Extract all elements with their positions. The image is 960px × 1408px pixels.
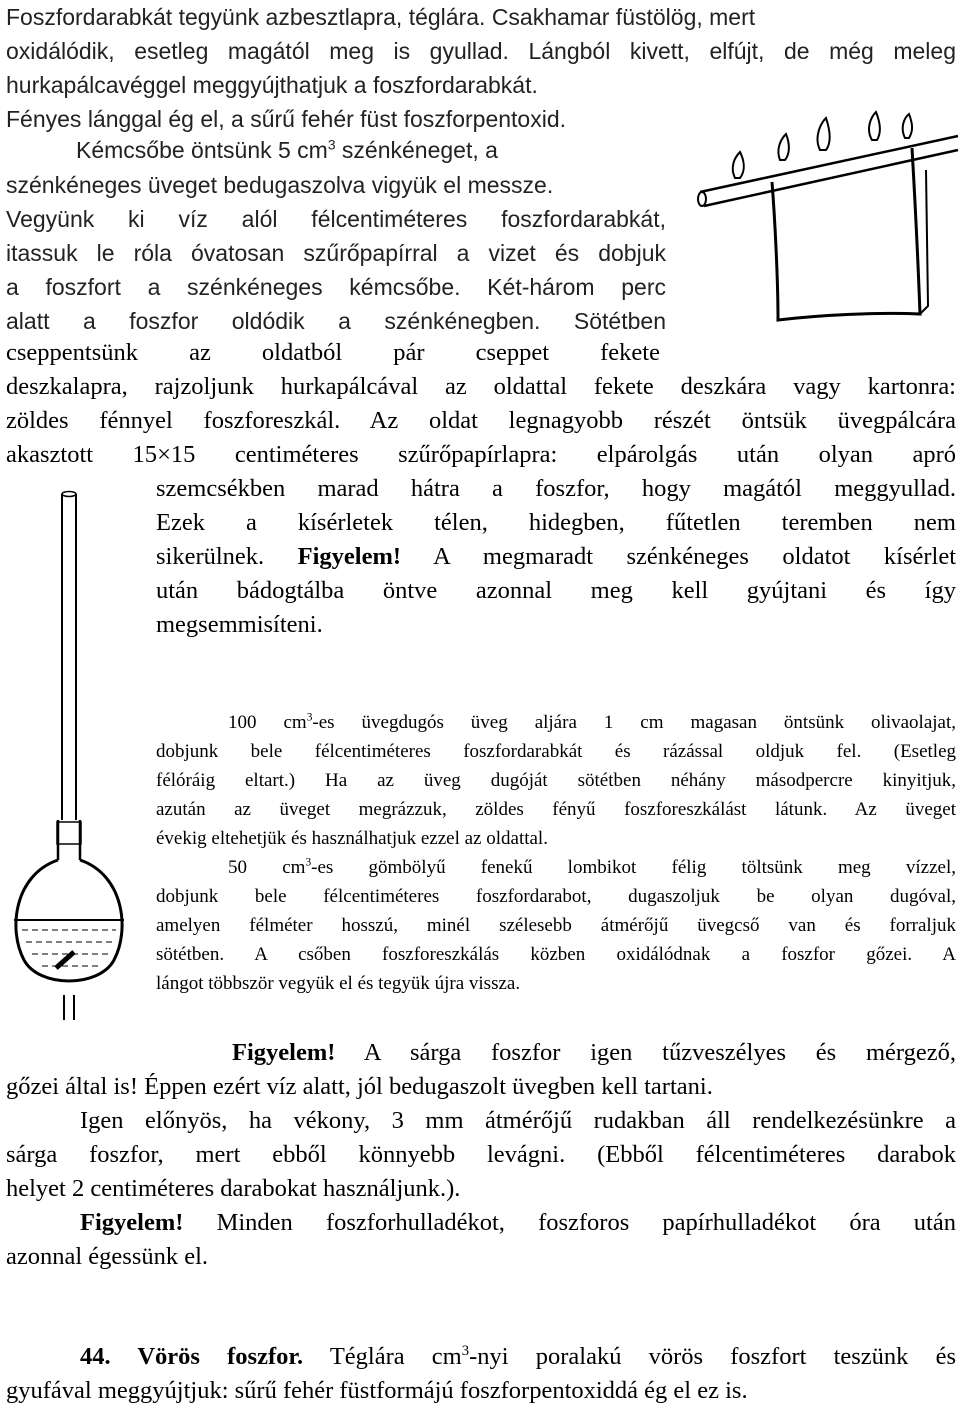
superscript: 3 bbox=[305, 856, 312, 869]
text-line: amelyen félméter hosszú, minél szélesebb átmérőjű üvegcső van és forraljuk bbox=[156, 915, 956, 936]
text-line: szénkéneges üveget bedugaszolva vigyük el messze. bbox=[6, 172, 554, 198]
text-line bbox=[228, 853, 956, 882]
text-line: helyet 2 centiméteres darabokat használjunk.). bbox=[6, 1175, 461, 1202]
text-line bbox=[76, 133, 736, 167]
section-heading: 44. Vörös foszfor. bbox=[80, 1343, 304, 1370]
text-run: A megmaradt szénkéneges oldatot kísérlet bbox=[401, 543, 956, 570]
text-line: gőzei által is! Éppen ezért víz alatt, jól bedugaszolt üvegben kell tartani. bbox=[6, 1073, 713, 1100]
text-line: a foszfort a szénkéneges kémcsőbe. Két-három perc bbox=[6, 274, 666, 300]
text-run: 15 centiméteres szűrőpapírlapra: elpárolgás után olyan apró bbox=[170, 441, 957, 468]
text-run: 100 cm bbox=[228, 712, 307, 733]
superscript: 3 bbox=[461, 1342, 470, 1359]
text-run: A sárga foszfor igen tűzveszélyes és mérgező, bbox=[335, 1039, 956, 1066]
warning-label: Figyelem! bbox=[297, 543, 402, 570]
text-line bbox=[228, 708, 956, 737]
superscript: 3 bbox=[327, 137, 336, 153]
text-line: azután az üveget megrázzuk, zöldes fényű foszforeszkálást látunk. Az üveget bbox=[156, 799, 956, 820]
text-line bbox=[80, 1206, 956, 1240]
text-line: deszkalapra, rajzoljunk hurkapálcával az oldattal fekete deszkára vagy kartonra: bbox=[6, 373, 956, 400]
text-line: oxidálódik, esetleg magától meg is gyullad. Lángból kivett, elfújt, de még meleg bbox=[6, 38, 956, 64]
text-run: sikerülnek. bbox=[156, 543, 298, 570]
text-line: cseppentsünk az oldatból pár cseppet fekete bbox=[6, 339, 660, 366]
text-line: évekig eltehetjük és használhatjuk ezzel az oldattal. bbox=[156, 828, 548, 849]
superscript: 3 bbox=[306, 711, 313, 724]
text-line: sárga foszfor, mert ebből könnyebb levágni. (Ebből félcentiméteres darabok bbox=[6, 1141, 956, 1168]
paper-on-rod-drawing bbox=[690, 110, 960, 340]
text-run: 50 cm bbox=[228, 857, 306, 878]
text-line: Fényes lánggal ég el, a sűrű fehér füst foszforpentoxid. bbox=[6, 106, 566, 132]
text-line: Vegyünk ki víz alól félcentiméteres foszfordarabkát, bbox=[6, 206, 666, 232]
text-line: dobjunk bele félcentiméteres foszfordarabkát és rázással oldjuk fel. (Esetleg bbox=[156, 741, 956, 762]
text-line: lángot többször vegyük el és tegyük újra vissza. bbox=[156, 973, 521, 994]
text-line: itassuk le róla óvatosan szűrőpapírral a vizet és dobjuk bbox=[6, 240, 666, 266]
round-flask-drawing bbox=[4, 490, 144, 1030]
text-run: Kémcsőbe öntsünk 5 cm bbox=[76, 137, 328, 163]
text-line: alatt a foszfor oldódik a szénkénegben. Sötétben bbox=[6, 308, 666, 334]
text-line: zöldes fénnyel foszforeszkál. Az oldat legnagyobb részét öntsük üvegpálcára bbox=[6, 407, 956, 434]
text-line bbox=[232, 1036, 956, 1070]
text-line: Ezek a kísérletek télen, hidegben, fűtetlen teremben nem bbox=[156, 509, 956, 536]
text-line: Foszfordarabkát tegyünk azbesztlapra, téglára. Csakhamar füstölög, mert bbox=[6, 4, 756, 30]
text-line: gyufával meggyújtjuk: sűrű fehér füstformájú foszforpentoxiddá ég el ez is. bbox=[6, 1377, 748, 1404]
text-line bbox=[156, 540, 956, 574]
warning-label: Figyelem! bbox=[232, 1039, 336, 1066]
text-line: dobjunk bele félcentiméteres foszfordarabot, dugaszoljuk be olyan dugóval, bbox=[156, 886, 956, 907]
text-line: sötétben. A csőben foszforeszkálás közben oxidálódnak a foszfor gőzei. A bbox=[156, 944, 956, 965]
text-line: hurkapálcavéggel meggyújthatjuk a foszfordarabkát. bbox=[6, 72, 538, 98]
text-run: -es üvegdugós üveg aljára 1 cm magasan öntsünk olivaolajat, bbox=[312, 712, 956, 733]
text-run: szénkéneget, a bbox=[335, 137, 498, 163]
text-run: -es gömbölyű fenekű lombikot félig töltsünk meg vízzel, bbox=[311, 857, 957, 878]
text-run: akasztott 15 bbox=[6, 441, 158, 468]
text-line: félóráig eltart.) Ha az üveg dugóját sötétben néhány másodpercre kinyitjuk, bbox=[156, 770, 956, 791]
text-line bbox=[6, 438, 956, 472]
times-sign: × bbox=[157, 441, 171, 468]
text-line: szemcsékben marad hátra a foszfor, hogy magától meggyullad. bbox=[156, 475, 956, 502]
text-line: Igen előnyös, ha vékony, 3 mm átmérőjű rudakban áll rendelkezésünkre a bbox=[80, 1107, 956, 1134]
text-run: Téglára cm bbox=[303, 1343, 462, 1370]
text-line: azonnal égessünk el. bbox=[6, 1243, 209, 1270]
warning-label: Figyelem! bbox=[80, 1209, 184, 1236]
text-line: megsemmisíteni. bbox=[156, 611, 323, 638]
text-line: után bádogtálba öntve azonnal meg kell gyújtani és így bbox=[156, 577, 956, 604]
text-run: -nyi poralakú vörös foszfort teszünk és bbox=[469, 1343, 956, 1370]
section-heading-line bbox=[80, 1340, 956, 1374]
text-run: Minden foszforhulladékot, foszforos papírhulladékot óra után bbox=[183, 1209, 956, 1236]
